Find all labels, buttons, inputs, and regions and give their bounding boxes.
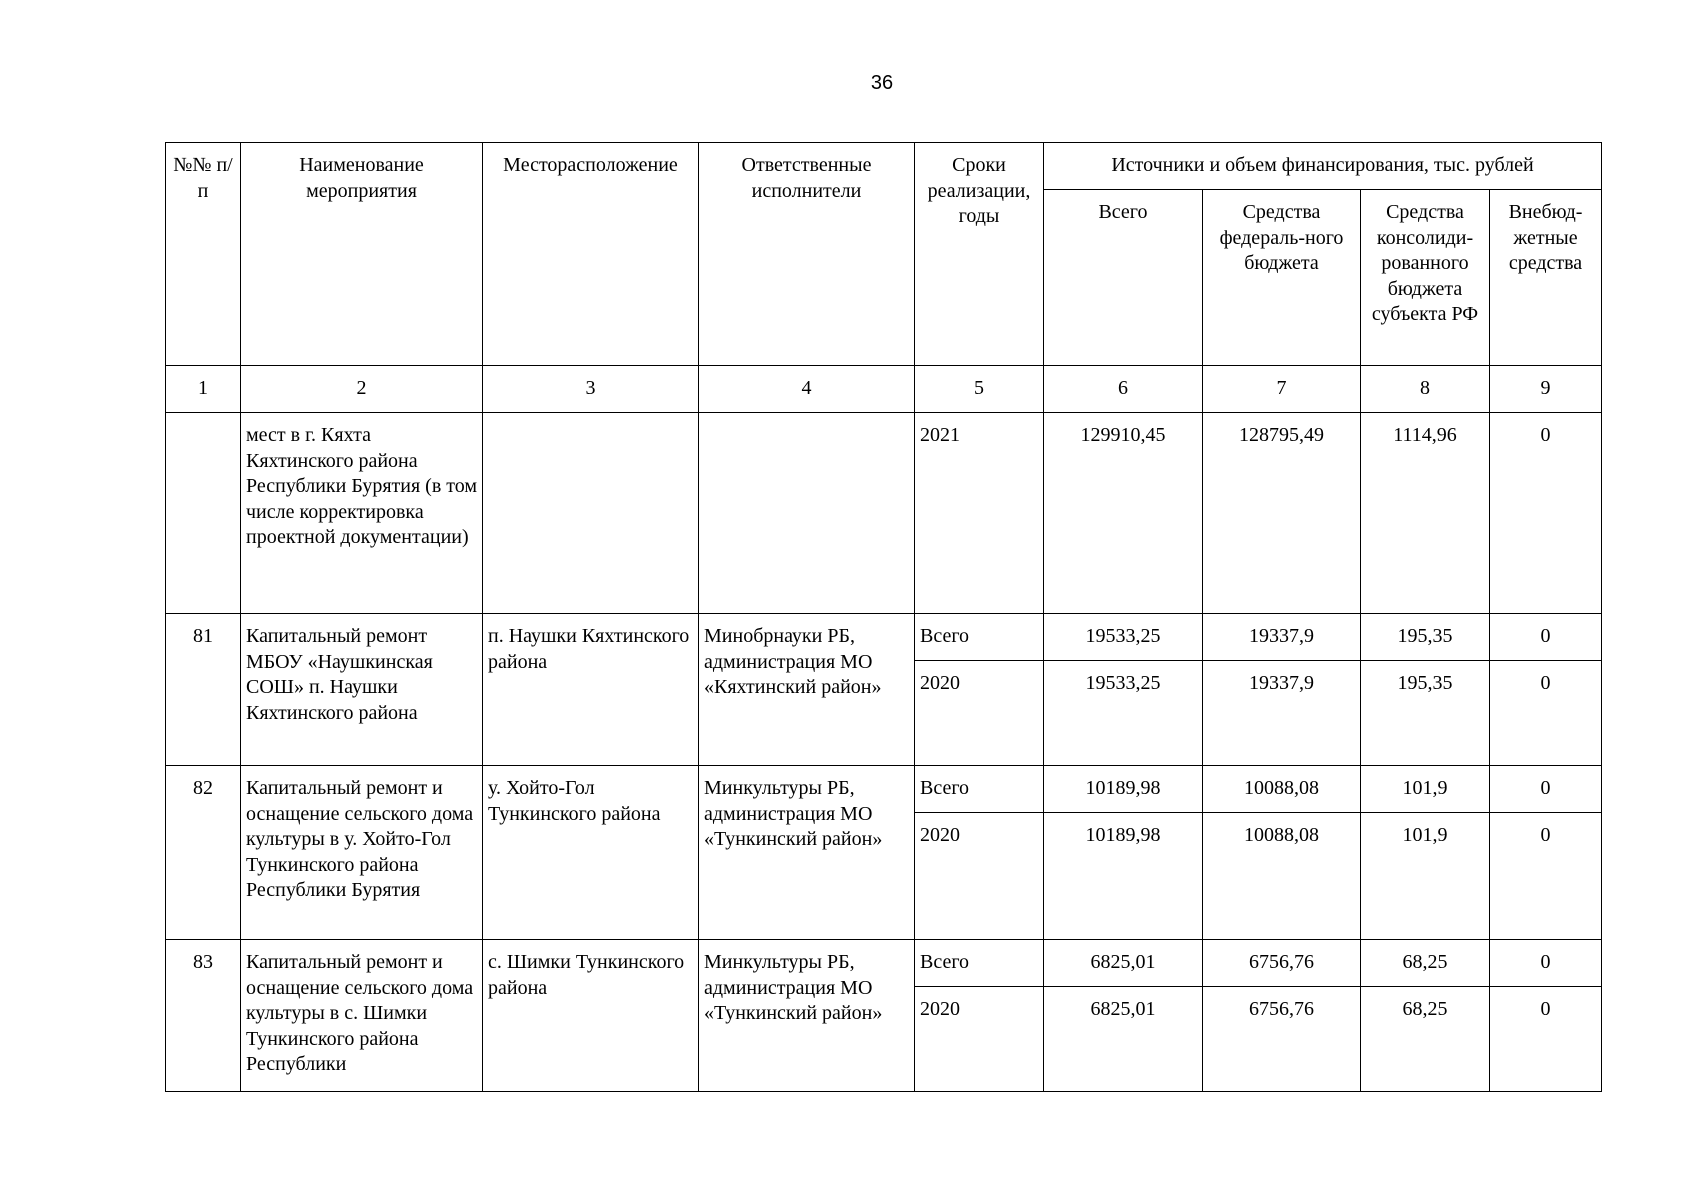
row-location: с. Шимки Тункинского района — [483, 940, 699, 1092]
table-row-continuation — [166, 413, 1602, 614]
row-num: 81 — [166, 614, 241, 766]
column-number: 7 — [1203, 366, 1361, 413]
row-executors: Минкультуры РБ, администрация МО «Тункинский район» — [699, 766, 915, 940]
row-extra: 0 — [1490, 766, 1602, 813]
row-regional: 68,25 — [1361, 940, 1490, 987]
row-year: 2020 — [915, 813, 1044, 940]
table-row-81 — [166, 614, 1602, 661]
row-num — [166, 413, 241, 614]
row-total: 10189,98 — [1044, 813, 1203, 940]
row-extra: 0 — [1490, 813, 1602, 940]
column-number-row — [166, 366, 1602, 413]
header-regional: Средства консолиди-рованного бюджета субъекта РФ — [1361, 190, 1490, 366]
row-total: 10189,98 — [1044, 766, 1203, 813]
header-location: Месторасположение — [483, 143, 699, 366]
column-number: 5 — [915, 366, 1044, 413]
row-regional: 1114,96 — [1361, 413, 1490, 614]
row-year: 2020 — [915, 987, 1044, 1092]
table-row-83 — [166, 940, 1602, 987]
row-total: 19533,25 — [1044, 661, 1203, 766]
row-name: Капитальный ремонт и оснащение сельского дома культуры в с. Шимки Тункинского района Республики — [241, 940, 483, 1092]
column-number: 8 — [1361, 366, 1490, 413]
header-total: Всего — [1044, 190, 1203, 366]
financing-table — [165, 142, 1602, 1092]
column-number: 1 — [166, 366, 241, 413]
row-name: мест в г. Кяхта Кяхтинского района Республики Бурятия (в том числе корректировка проектной документации) — [241, 413, 483, 614]
row-extra: 0 — [1490, 661, 1602, 766]
header-row — [166, 143, 1602, 190]
row-federal: 10088,08 — [1203, 766, 1361, 813]
row-year: 2021 — [915, 413, 1044, 614]
column-number: 4 — [699, 366, 915, 413]
page-number: 36 — [870, 72, 894, 94]
row-total: 19533,25 — [1044, 614, 1203, 661]
row-regional: 101,9 — [1361, 813, 1490, 940]
row-location — [483, 413, 699, 614]
row-regional: 195,35 — [1361, 661, 1490, 766]
row-regional: 195,35 — [1361, 614, 1490, 661]
table-row-82 — [166, 766, 1602, 813]
row-name: Капитальный ремонт МБОУ «Наушкинская СОШ» п. Наушки Кяхтинского района — [241, 614, 483, 766]
row-year: Всего — [915, 614, 1044, 661]
row-total: 6825,01 — [1044, 987, 1203, 1092]
row-location: п. Наушки Кяхтинского района — [483, 614, 699, 766]
column-number: 9 — [1490, 366, 1602, 413]
row-federal: 6756,76 — [1203, 987, 1361, 1092]
row-executors — [699, 413, 915, 614]
row-extra: 0 — [1490, 940, 1602, 987]
header-executors: Ответственные исполнители — [699, 143, 915, 366]
row-total: 129910,45 — [1044, 413, 1203, 614]
row-extra: 0 — [1490, 987, 1602, 1092]
row-regional: 101,9 — [1361, 766, 1490, 813]
header-term: Сроки реализации, годы — [915, 143, 1044, 366]
row-federal: 128795,49 — [1203, 413, 1361, 614]
header-extra: Внебюд-жетные средства — [1490, 190, 1602, 366]
row-federal: 19337,9 — [1203, 661, 1361, 766]
row-executors: Минкультуры РБ, администрация МО «Тункинский район» — [699, 940, 915, 1092]
header-federal: Средства федераль-ного бюджета — [1203, 190, 1361, 366]
header-num: №№ п/п — [166, 143, 241, 366]
column-number: 6 — [1044, 366, 1203, 413]
row-extra: 0 — [1490, 413, 1602, 614]
row-year: 2020 — [915, 661, 1044, 766]
column-number: 3 — [483, 366, 699, 413]
row-federal: 19337,9 — [1203, 614, 1361, 661]
column-number: 2 — [241, 366, 483, 413]
row-federal: 10088,08 — [1203, 813, 1361, 940]
row-location: у. Хойто-Гол Тункинского района — [483, 766, 699, 940]
row-name: Капитальный ремонт и оснащение сельского дома культуры в у. Хойто-Гол Тункинского района Республики Бурятия — [241, 766, 483, 940]
row-num: 83 — [166, 940, 241, 1092]
row-total: 6825,01 — [1044, 940, 1203, 987]
header-name: Наименование мероприятия — [241, 143, 483, 366]
row-year: Всего — [915, 940, 1044, 987]
row-extra: 0 — [1490, 614, 1602, 661]
row-federal: 6756,76 — [1203, 940, 1361, 987]
row-year: Всего — [915, 766, 1044, 813]
row-num: 82 — [166, 766, 241, 940]
header-funding-group: Источники и объем финансирования, тыс. рублей — [1044, 143, 1602, 190]
row-regional: 68,25 — [1361, 987, 1490, 1092]
row-executors: Минобрнауки РБ, администрация МО «Кяхтинский район» — [699, 614, 915, 766]
